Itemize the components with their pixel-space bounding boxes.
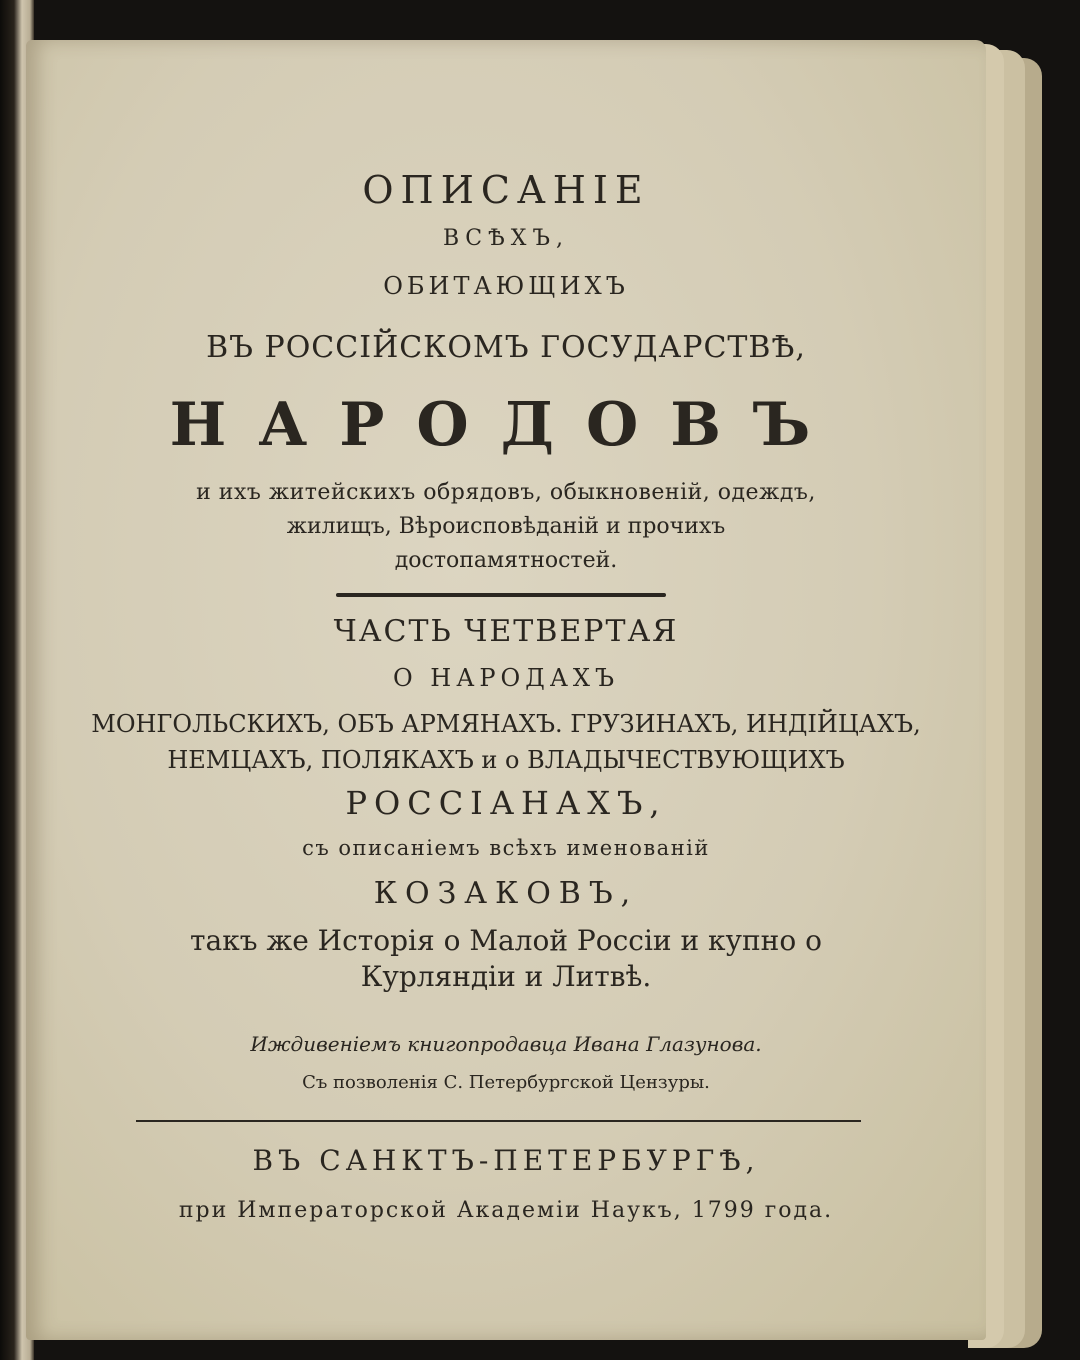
title-line-3: ОБИТАЮЩИХЪ bbox=[383, 272, 629, 300]
divider-rule bbox=[336, 593, 666, 597]
description-line: съ описаніемъ всѣхъ именованій bbox=[302, 836, 710, 860]
subtitle-line-2: жилищъ, Вѣроисповѣданій и прочихъ bbox=[286, 514, 726, 539]
censor-line: Съ позволенія С. Петербургской Цензуры. bbox=[302, 1072, 710, 1093]
peoples-line-2: НЕМЦАХЪ, ПОЛЯКАХЪ и о ВЛАДЫЧЕСТВУЮЩИХЪ bbox=[167, 746, 845, 774]
imprint-city: ВЪ САНКТЪ-ПЕТЕРБУРГѢ, bbox=[252, 1144, 760, 1177]
part-about: О НАРОДАХЪ bbox=[392, 664, 620, 692]
title-main-word: НАРОДОВЪ bbox=[169, 390, 843, 460]
subtitle-line-3: достопамятностей. bbox=[394, 548, 618, 573]
title-line-2: ВСѢХЪ, bbox=[443, 226, 569, 251]
title-line-1: ОПИСАНІЕ bbox=[362, 168, 650, 212]
subtitle-line-1: и ихъ житейскихъ обрядовъ, обыкновеній, одеждъ, bbox=[196, 480, 816, 505]
kozakov-line: КОЗАКОВЪ, bbox=[373, 876, 639, 911]
publisher-line: Иждивеніемъ книгопродавца Ивана Глазунова. bbox=[250, 1032, 762, 1056]
divider-rule-bottom bbox=[136, 1120, 861, 1122]
part-heading: ЧАСТЬ ЧЕТВЕРТАЯ bbox=[333, 614, 679, 649]
title-page bbox=[26, 40, 986, 1340]
history-line-2: Курляндіи и Литвѣ. bbox=[360, 960, 652, 993]
imprint-line: при Императорской Академіи Наукъ, 1799 года. bbox=[178, 1198, 834, 1223]
history-line-1: такъ же Исторія о Малой Россіи и купно о bbox=[190, 924, 822, 957]
title-line-4: ВЪ РОССІЙСКОМЪ ГОСУДАРСТВѢ, bbox=[206, 330, 806, 365]
rossianax-line: РОССІАНАХЪ, bbox=[345, 784, 667, 822]
peoples-line-1: МОНГОЛЬСКИХЪ, ОБЪ АРМЯНАХЪ. ГРУЗИНАХЪ, ИНДІЙЦАХЪ, bbox=[91, 710, 921, 738]
